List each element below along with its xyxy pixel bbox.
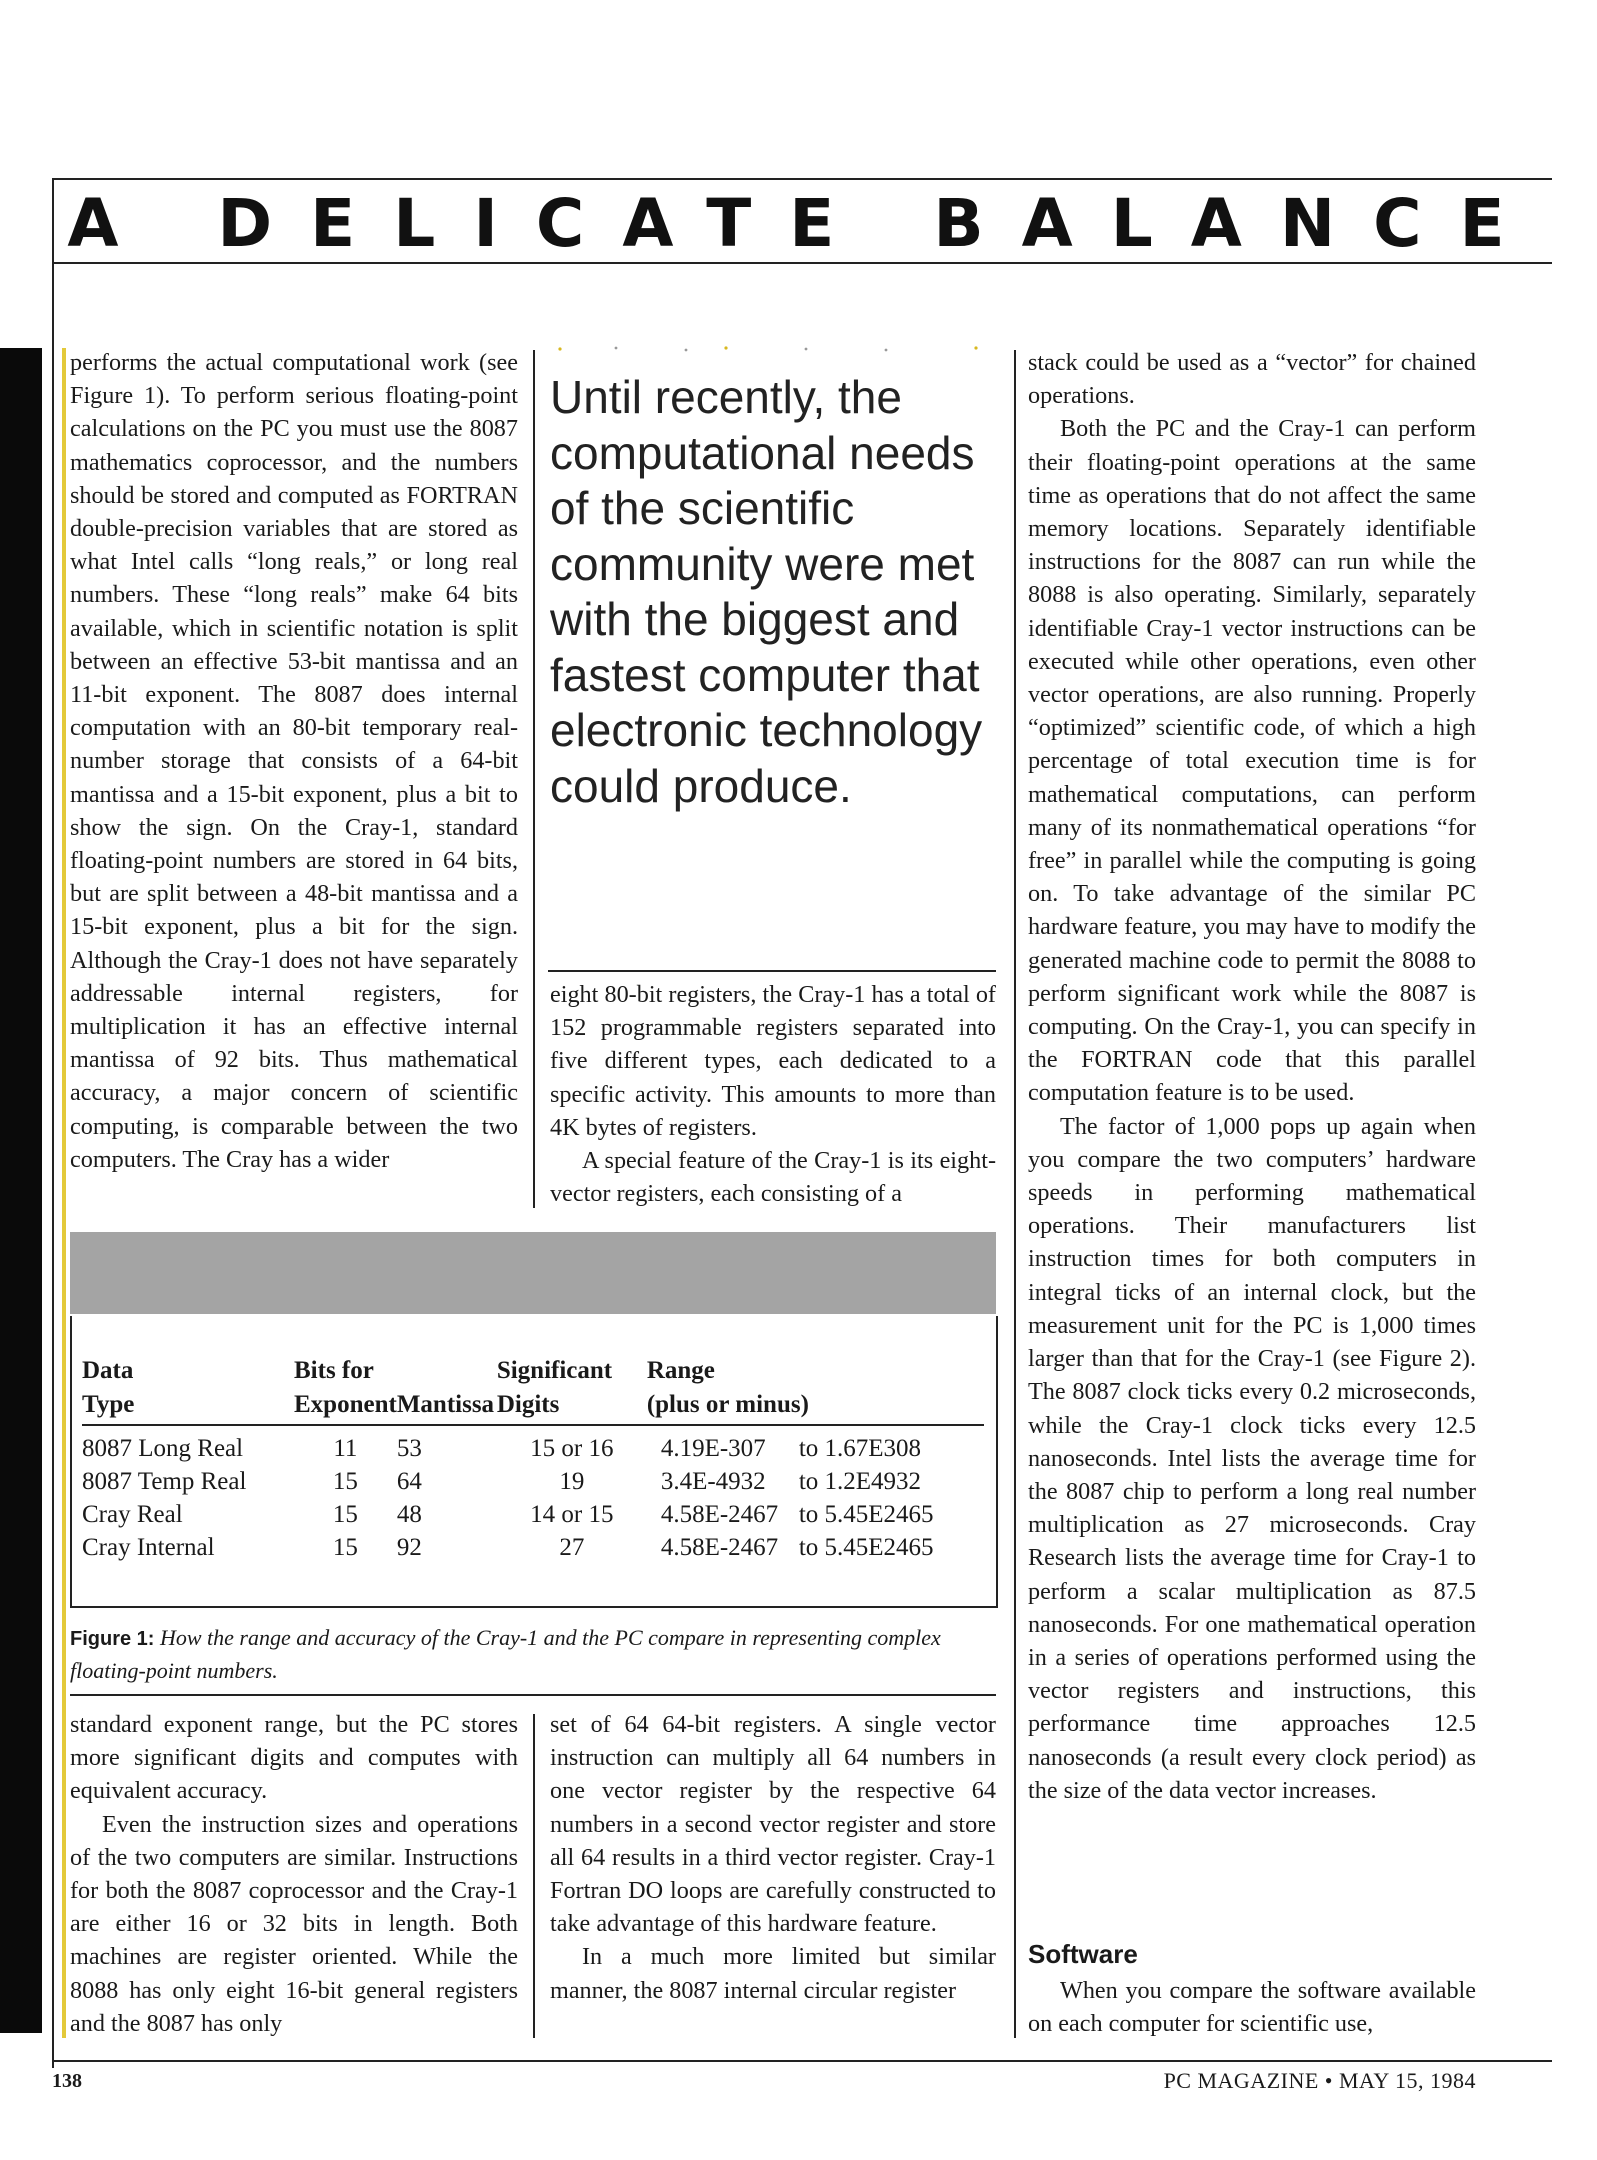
cell-range-low: 4.19E-307: [660, 1435, 766, 1462]
accent-rule: [62, 348, 66, 2038]
column-1-bottom: [70, 1708, 518, 2040]
paragraph: When you compare the software available on each computer for scientific use,: [1028, 1977, 1476, 2038]
figure-bottom-rule: [70, 1694, 996, 1696]
table-row: [82, 1531, 984, 1564]
page-edge-bar: [0, 348, 42, 2033]
caption-label: Figure 1:: [70, 1628, 155, 1650]
header-top-rule: [52, 178, 1552, 180]
table-row: [82, 1465, 984, 1498]
cell-type: Cray Real: [82, 1501, 183, 1528]
cell-type: 8087 Temp Real: [82, 1468, 247, 1495]
table-row: [82, 1425, 984, 1465]
cell-exponent: 15: [332, 1501, 358, 1528]
header-data: Data: [82, 1357, 134, 1384]
paragraph: stack could be used as a “vector” for chained operations.: [1028, 349, 1476, 410]
header-exponent: Exponent: [294, 1388, 397, 1425]
column-rule-1-bottom: [533, 1714, 535, 2038]
header-plus-minus: (plus or minus): [647, 1388, 984, 1425]
header-range: Range: [646, 1357, 715, 1384]
cell-range-high: to 5.45E2465: [798, 1534, 934, 1561]
cell-mantissa: 92: [396, 1534, 422, 1561]
cell-mantissa: 53: [396, 1435, 422, 1462]
column-2-middle: [550, 978, 996, 1210]
pull-quote: Until recently, the computational needs of the scientific community were met with the biggest and fastest computer that electronic technology could produce.: [550, 371, 983, 812]
column-rule-1-top: [533, 350, 535, 1208]
header-significant: Significant: [496, 1357, 613, 1384]
header-mantissa: Mantissa: [397, 1388, 497, 1425]
figure-caption: [70, 1622, 996, 1687]
cell-exponent: 15: [332, 1534, 358, 1561]
paragraph: eight 80-bit registers, the Cray-1 has a total of 152 programmable registers separated into five different types, each dedicated to a specific activity. This amounts to more than 4K bytes of registers.: [550, 981, 996, 1141]
paragraph: Even the instruction sizes and operations of the two computers are similar. Instructions for both the 8087 coprocessor and the Cray-1 are either 16 or 32 bits in length. Both machines are register oriented. While the 8088 has only eight 16-bit general registers and the 8087 has only: [70, 1810, 518, 2037]
running-footer: PC MAGAZINE • MAY 15, 1984: [1163, 2068, 1476, 2093]
cell-digits: 19: [559, 1468, 585, 1495]
cell-digits: 14 or 15: [530, 1501, 614, 1528]
header-type: Type: [82, 1388, 294, 1425]
cell-exponent: 11: [333, 1435, 358, 1462]
paragraph: In a much more limited but similar manner, the 8087 internal circular register: [550, 1943, 996, 2004]
paragraph: The factor of 1,000 pops up again when you compare the two computers’ hardware speeds in performing mathematical operations. Their manufacturers list instruction times for both computers in integral ticks of an internal clock, but the measurement unit for the PC is 1,000 times larger than that for the Cray-1 (see Figure 2). The 8087 clock ticks every 0.2 microseconds, while the Cray-1 clock ticks every 12.5 nanoseconds. Intel lists the average time for the 8087 chip to perform a long real number multiplication as 27 microseconds. Cray Research lists the average time for Cray-1 to perform a scalar multiplication as 87.5 nanoseconds. For one mathematical operation in a series of operations performed using the vector registers and instructions, this performance time approaches 12.5 nanoseconds (a result every clock period) as the size of the data vector increases.: [1028, 1112, 1476, 1804]
paragraph: standard exponent range, but the PC stores more significant digits and computes with equivalent accuracy.: [70, 1711, 518, 1805]
cell-range-high: to 5.45E2465: [798, 1501, 934, 1528]
cell-digits: 27: [559, 1534, 585, 1561]
cell-range-low: 4.58E-2467: [660, 1534, 779, 1561]
header-digits: Digits: [497, 1388, 647, 1425]
caption-text: How the range and accuracy of the Cray-1 and the PC compare in representing complex floating-point numbers.: [70, 1625, 941, 1683]
section-subhead: Software: [1028, 1939, 1138, 1969]
cell-mantissa: 48: [396, 1501, 422, 1528]
cell-mantissa: 64: [396, 1468, 422, 1495]
column-3-bottom: [1028, 1974, 1476, 2040]
cell-range-high: to 1.2E4932: [798, 1468, 922, 1495]
cell-range-high: to 1.67E308: [798, 1435, 922, 1462]
column-2-bottom: [550, 1708, 996, 2007]
cell-range-low: 4.58E-2467: [660, 1501, 779, 1528]
paragraph: set of 64 64-bit registers. A single vector instruction can multiply all 64 numbers in one vector register by the respective 64 numbers in a second vector register and store all 64 results in a third vector register. Cray-1 Fortran DO loops are carefully constructed to take advantage of this hardware feature.: [550, 1711, 996, 1938]
figure-1-table: [82, 1354, 984, 1564]
pull-quote-rule: [548, 970, 996, 972]
column-1-top: [70, 346, 518, 1176]
footer-rule: [52, 2060, 1552, 2062]
paragraph: Both the PC and the Cray-1 can perform their floating-point operations at the same time as operations that do not affect the same memory locations. Separately identifiable instructions for the 8087 can run while the 8088 is also operating. Similarly, separately identifiable Cray-1 vector instructions can be executed while other operations, even other vector operations, are also running. Properly “optimized” scientific code, of which a high percentage of total execution time is for mathematical computations, can perform many of its nonmathematical operations “for free” in parallel while the computing is going on. To take advantage of the similar PC hardware feature, you may have to modify the generated machine code to permit the 8088 to perform significant work while the 8087 is computing. On the Cray-1, you can specify in the FORTRAN code that this parallel computation feature is to be used.: [1028, 415, 1476, 1107]
pull-quote-dots: [556, 342, 996, 356]
cell-digits: 15 or 16: [530, 1435, 614, 1462]
headline: A DELICATE BALANCE: [67, 185, 1543, 262]
page-number: 138: [52, 2070, 82, 2092]
figure-header-band: [70, 1232, 996, 1314]
header-bits-for: Bits for: [294, 1357, 374, 1384]
cell-type: 8087 Long Real: [82, 1435, 244, 1462]
paragraph: A special feature of the Cray-1 is its eight-vector registers, each consisting of a: [550, 1147, 996, 1208]
column-3: [1028, 346, 1476, 1807]
frame-left-rule: [52, 178, 54, 2068]
paragraph: performs the actual computational work (see Figure 1). To perform serious floating-point calculations on the PC you must use the 8087 mathematics coprocessor, and the numbers should be stored and computed as FORTRAN double-precision variables that are stored as what Intel calls “long reals,” or long real numbers. These “long reals” make 64 bits available, which in scientific notation is split between an effective 53-bit mantissa and an 11-bit exponent. The 8087 does internal computation with an 80-bit temporary real-number storage that consists of a 64-bit mantissa and a 15-bit exponent, plus a bit to show the sign. On the Cray-1, standard floating-point numbers are stored in 64 bits, but are split between a 48-bit mantissa and a 15-bit exponent, plus a bit for the sign. Although the Cray-1 does not have separately addressable internal registers, for multiplication it has an effective internal mantissa of 92 bits. Thus mathematical accuracy, a major concern of scientific computing, is comparable between the two computers. The Cray has a wider: [70, 349, 518, 1173]
header-bottom-rule: [52, 262, 1552, 264]
table-row: [82, 1498, 984, 1531]
column-rule-2: [1014, 350, 1016, 2038]
cell-type: Cray Internal: [82, 1534, 215, 1561]
cell-exponent: 15: [332, 1468, 358, 1495]
cell-range-low: 3.4E-4932: [660, 1468, 766, 1495]
